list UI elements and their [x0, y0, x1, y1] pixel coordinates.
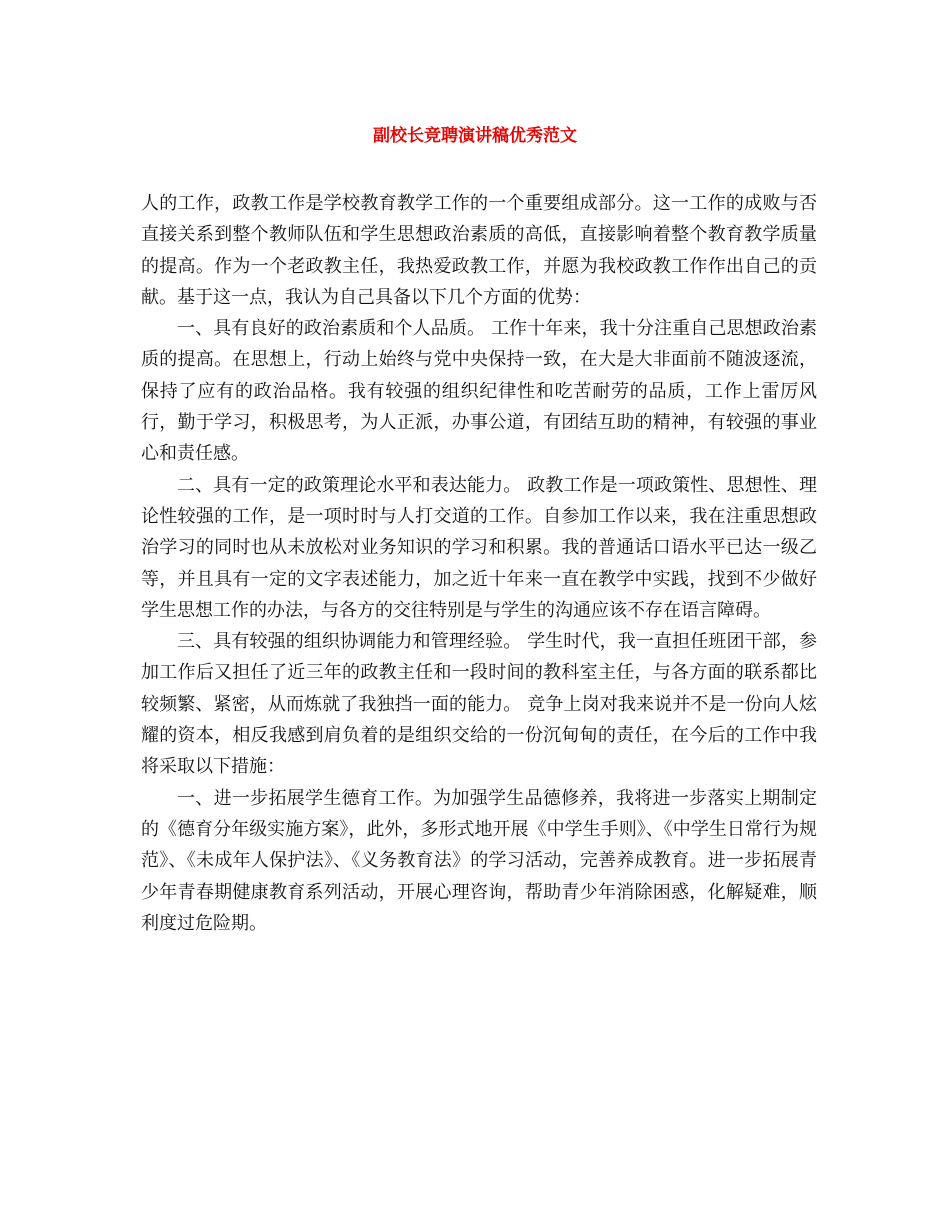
paragraph-moral-education: 一、进一步拓展学生德育工作。为加强学生品德修养，我将进一步落实上期制定的《德育分年级实施方案》，此外，多形式地开展《中学生手则》、《中学生日常行为规范》、《未成年人保护法》、《义务教育法》的学习活动，完善养成教育。进一步拓展青少年青春期健康教育系列活动，开展心理咨询，帮助青少年消除困惑，化解疑难，顺利度过危险期。 [141, 787, 817, 934]
document-body [141, 188, 817, 939]
document-title: 副校长竞聘演讲稿优秀范文 [373, 126, 577, 146]
paragraph-intro: 人的工作，政教工作是学校教育教学工作的一个重要组成部分。这一工作的成败与否直接关系到整个教师队伍和学生思想政治素质的高低，直接影响着整个教育教学质量的提高。作为一个老政教主任，我热爱政教工作，并愿为我校政教工作作出自己的贡献。基于这一点，我认为自己具备以下几个方面的优势： [141, 193, 817, 308]
paragraph-political-quality: 一、具有良好的政治素质和个人品质。 工作十年来，我十分注重自己思想政治素质的提高。在思想上，行动上始终与党中央保持一致，在大是大非面前不随波逐流，保持了应有的政治品格。我有较强的组织纪律性和吃苦耐劳的品质，工作上雷厉风行，勤于学习，积极思考，为人正派，办事公道，有团结互助的精神，有较强的事业心和责任感。 [141, 318, 817, 465]
paragraph-organization-ability: 三、具有较强的组织协调能力和管理经验。 学生时代，我一直担任班团干部，参加工作后又担任了近三年的政教主任和一段时间的教科室主任，与各方面的联系都比较频繁、紧密，从而炼就了我独挡一面的能力。 竞争上岗对我来说并不是一份向人炫耀的资本，相反我感到肩负着的是组织交给的一份沉甸甸的责任，在今后的工作中我将采取以下措施： [141, 631, 817, 778]
paragraph-policy-theory: 二、具有一定的政策理论水平和表达能力。 政教工作是一项政策性、思想性、理论性较强的工作，是一项时时与人打交道的工作。自参加工作以来，我在注重思想政治学习的同时也从未放松对业务知识的学习和积累。我的普通话口语水平已达一级乙等，并且具有一定的文字表述能力，加之近十年来一直在教学中实践，找到不少做好学生思想工作的办法，与各方的交往特别是与学生的沟通应该不存在语言障碍。 [141, 474, 817, 621]
